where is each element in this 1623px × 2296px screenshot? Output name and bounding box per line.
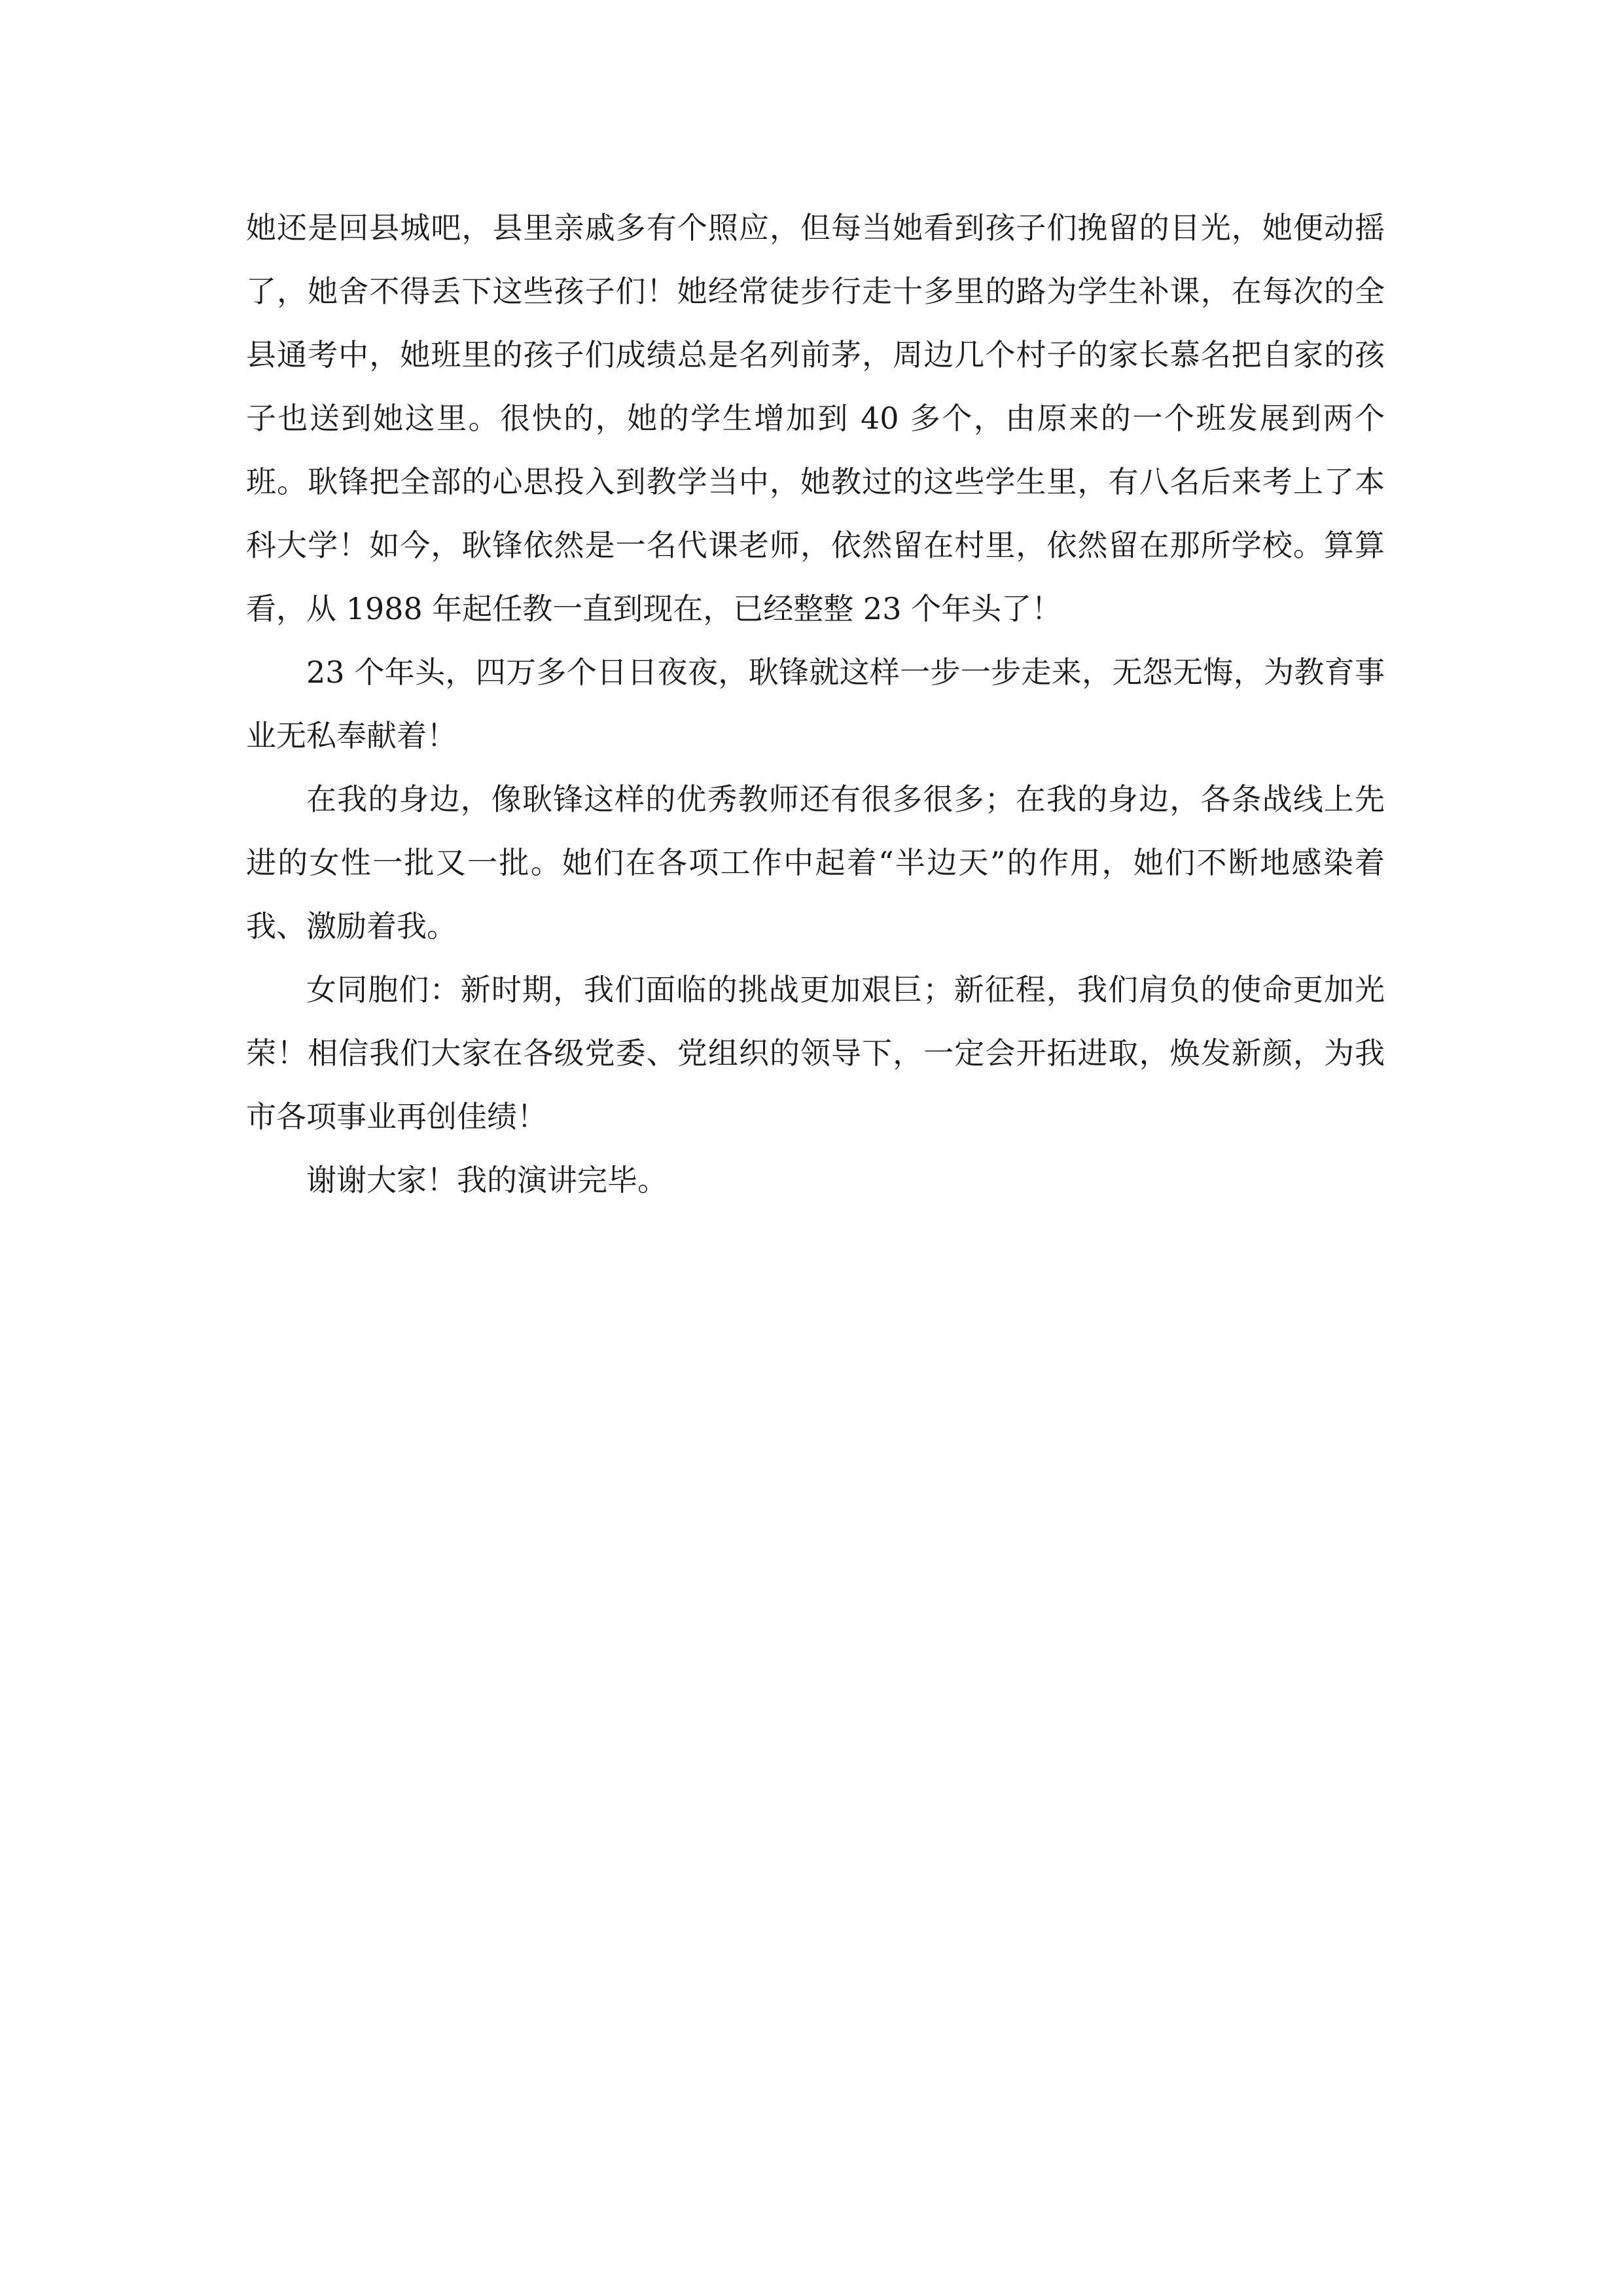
- paragraph-23-years: 23 个年头，四万多个日日夜夜，耿锋就这样一步一步走来，无怨无悔，为教育事业无私奉献着！: [246, 655, 1385, 753]
- paragraph-around-me: 在我的身边，像耿锋这样的优秀教师还有很多很多；在我的身边，各条战线上先进的女性一批又一批。她们在各项工作中起着“半边天”的作用，她们不断地感染着我、激励着我。: [246, 781, 1385, 944]
- paragraph-closing-thanks: 谢谢大家！我的演讲完毕。: [306, 1162, 668, 1198]
- paragraph-women-colleagues: 女同胞们：新时期，我们面临的挑战更加艰巨；新征程，我们肩负的使命更加光荣！相信我们大家在各级党委、党组织的领导下，一定会开拓进取，焕发新颜，为我市各项事业再创佳绩！: [246, 972, 1385, 1134]
- document-body: [246, 196, 1385, 1212]
- paragraph-continuation: 她还是回县城吧，县里亲戚多有个照应，但每当她看到孩子们挽留的目光，她便动摇了，她舍不得丢下这些孩子们！她经常徒步行走十多里的路为学生补课，在每次的全县通考中，她班里的孩子们成绩总是名列前茅，周边几个村子的家长慕名把自家的孩子也送到她这里。很快的，她的学生增加到 40 多个，由原来的一个班发展到两个班。耿锋把全部的心思投入到教学当中，她教过的这些学生里，有八名后来考上了本科大学！如今，耿锋依然是一名代课老师，依然留在村里，依然留在那所学校。算算看，从 1988 年起任教一直到现在，已经整整 23 个年头了！: [246, 210, 1385, 626]
